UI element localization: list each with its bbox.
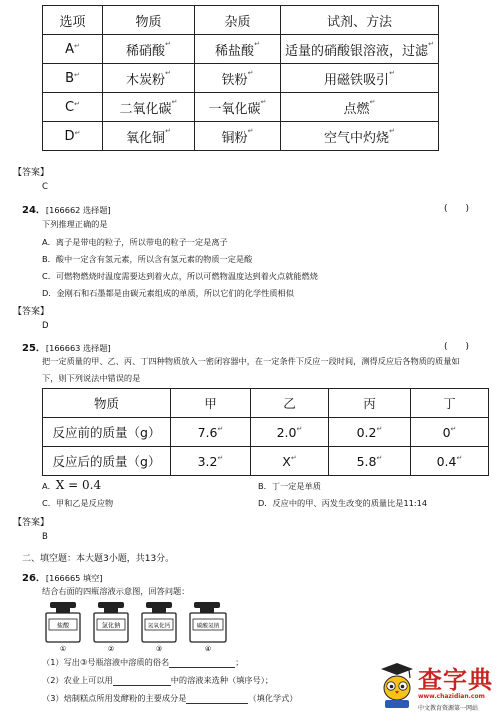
table2-cell: 5.8↵	[329, 447, 411, 476]
option-b: B．酸中一定含有氢元素，所以含有氢元素的物质一定是酸	[42, 254, 253, 264]
logo-tagline: 中文教育资源第一网站	[418, 705, 479, 712]
question-stem: 把一定质量的甲、乙、丙、丁四种物质放入一密闭容器中，在一定条件下反应一段时间，测得反应后各物质的质量如	[42, 356, 460, 366]
answer-paren: ( )	[444, 204, 470, 214]
question-header	[22, 569, 103, 584]
table2-cell: 0.4↵	[411, 447, 489, 476]
table-row	[43, 35, 439, 64]
bottle-number: ③	[155, 645, 163, 653]
chazidian-logo	[378, 660, 502, 720]
question-header	[22, 201, 111, 216]
table2-cell: 反应后的质量（g）	[43, 447, 171, 476]
question-number: 24．	[22, 205, 46, 216]
question-meta: [166662 选择题]	[45, 205, 111, 215]
bottle-3	[142, 602, 176, 653]
answer-blank	[169, 658, 235, 668]
answer-label: 【答案】	[13, 307, 50, 317]
table1-cell: B↵	[43, 64, 103, 93]
owl-mascot-icon	[380, 662, 414, 710]
answer-blank	[113, 676, 171, 686]
table1-cell: A↵	[43, 35, 103, 64]
option-c: C．甲和乙是反应物	[42, 498, 114, 508]
mass-table	[42, 388, 489, 476]
bottle-number: ④	[204, 645, 212, 653]
table-row	[43, 418, 489, 447]
question-stem: 结合右面的四瓶溶液示意图，回答问题：	[42, 586, 190, 596]
logo-title: 查字典	[418, 666, 493, 694]
bottle-label: 氢氧化钙	[147, 623, 171, 630]
bottle-label: 碳酸氢钠	[196, 623, 220, 630]
sub-question-3: （3）焙制糕点所用发酵粉的主要成分是 （填化学式）	[42, 693, 298, 703]
table1-cell: 氧化铜↵	[103, 122, 195, 151]
option-a: A．离子是带电的粒子，所以带电的粒子一定是离子	[42, 237, 228, 247]
table2-cell: 7.6↵	[171, 418, 251, 447]
bottle-label: 氯化钠	[101, 622, 121, 630]
table2-cell: 0.2↵	[329, 418, 411, 447]
section-heading: 二、填空题：本大题3小题，共13分。	[22, 554, 175, 564]
table2-header-cell: 丁	[411, 389, 489, 418]
option-a: A．X = 0.4	[42, 478, 102, 492]
table2-cell: 3.2↵	[171, 447, 251, 476]
answer-value: B	[42, 532, 48, 542]
table1-cell: 点燃↵	[281, 93, 439, 122]
answer-blank	[186, 694, 248, 704]
table1-cell: 铁粉↵	[195, 64, 281, 93]
table-row	[43, 64, 439, 93]
table2-header-cell: 物质	[43, 389, 171, 418]
option-d: D．金刚石和石墨都是由碳元素组成的单质，所以它们的化学性质相似	[42, 288, 294, 298]
answer-value: D	[42, 321, 49, 331]
table1-header-cell: 试剂、方法	[281, 6, 439, 35]
question-stem: 下列推理正确的是	[42, 219, 108, 229]
answer-label: 【答案】	[13, 168, 50, 178]
table2-cell: 反应前的质量（g）	[43, 418, 171, 447]
table1-cell: 木炭粉↵	[103, 64, 195, 93]
equation-x: X = 0.4	[55, 478, 102, 492]
bottle-1	[46, 602, 80, 653]
answer-label: 【答案】	[13, 518, 50, 528]
question-meta: [166663 选择题]	[45, 343, 111, 353]
purification-table	[42, 5, 439, 151]
table1-cell: 空气中灼烧↵	[281, 122, 439, 151]
table1-cell: 稀硝酸↵	[103, 35, 195, 64]
sub-question-2: （2）农业上可以用 中的溶液来选种（填序号）；	[42, 675, 274, 685]
question-meta: [166665 填空]	[45, 573, 103, 583]
table2-cell: 0↵	[411, 418, 489, 447]
table2-header-cell: 甲	[171, 389, 251, 418]
answer-value: C	[42, 182, 48, 192]
logo-url: www.chazidian.com	[418, 693, 485, 700]
bottle-2	[94, 602, 128, 653]
sub-question-1: （1）写出③号瓶溶液中溶质的俗名 ；	[42, 657, 244, 667]
table-row	[43, 122, 439, 151]
table1-cell: D↵	[43, 122, 103, 151]
question-number: 25．	[22, 343, 46, 354]
option-c: C．可燃物燃烧时温度需要达到着火点，所以可燃物温度达到着火点就能燃烧	[42, 271, 318, 281]
bottle-label: 盐酸	[56, 622, 70, 630]
table1-header-cell: 选项	[43, 6, 103, 35]
table2-header-cell: 乙	[251, 389, 329, 418]
table-row	[43, 93, 439, 122]
table1-cell: 稀盐酸↵	[195, 35, 281, 64]
question-stem: 下，则下列说法中错误的是	[42, 373, 141, 383]
table1-cell: 适量的硝酸银溶液，过滤↵	[281, 35, 439, 64]
table2-cell: X↵	[251, 447, 329, 476]
question-header	[22, 339, 111, 354]
option-b: B．丁一定是单质	[258, 481, 321, 491]
table2-header-cell: 丙	[329, 389, 411, 418]
table1-cell: 用磁铁吸引↵	[281, 64, 439, 93]
table1-cell: 铜粉↵	[195, 122, 281, 151]
table1-cell: 二氧化碳↵	[103, 93, 195, 122]
table-row	[43, 447, 489, 476]
table1-cell: C↵	[43, 93, 103, 122]
table1-header-cell: 杂质	[195, 6, 281, 35]
table2-cell: 2.0↵	[251, 418, 329, 447]
table1-cell: 一氧化碳↵	[195, 93, 281, 122]
bottle-number: ①	[59, 645, 67, 653]
bottle-4	[190, 602, 226, 653]
question-number: 26．	[22, 573, 46, 584]
option-d: D．反应中的甲、丙发生改变的质量比是11:14	[258, 498, 428, 508]
bottle-number: ②	[107, 645, 115, 653]
answer-paren: ( )	[444, 342, 470, 352]
table1-header-cell: 物质	[103, 6, 195, 35]
bottles-illustration	[42, 601, 232, 653]
